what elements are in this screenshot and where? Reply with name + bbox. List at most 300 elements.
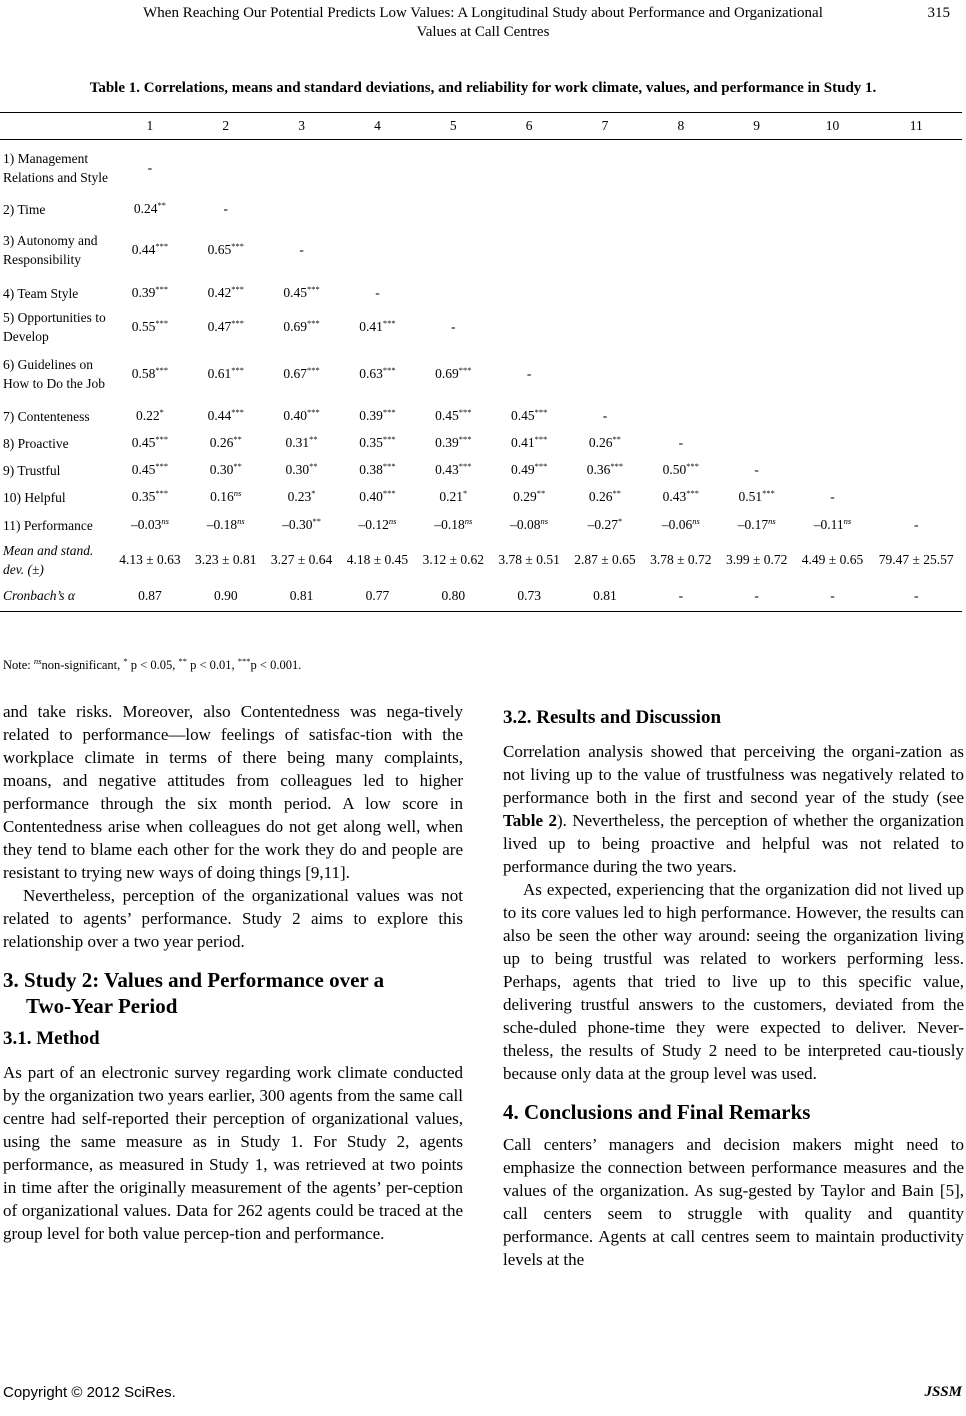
cell-value: –0.03: [130, 517, 162, 532]
significance-mark: ns: [540, 516, 549, 526]
table-cell: [340, 540, 416, 581]
cell-value: 0.61: [207, 366, 232, 381]
table-cell: [491, 430, 567, 457]
table-cell: [415, 308, 491, 346]
table-cell: [188, 430, 264, 457]
cell-value: 0.50: [662, 462, 687, 477]
cell-value: 79.47 ± 25.57: [878, 552, 954, 567]
table-cell: [795, 511, 871, 540]
cell-value: 0.58: [131, 366, 156, 381]
table-cell: [643, 346, 719, 403]
table-row: [0, 581, 962, 612]
table-cell: [491, 403, 567, 430]
cell-value: -: [754, 587, 759, 603]
cell-value: 0.90: [213, 587, 238, 603]
cell-value: 0.45: [283, 285, 308, 300]
table-cell: [264, 484, 340, 511]
cell-value: -: [678, 435, 684, 450]
significance-mark: ***: [155, 365, 169, 375]
cell-value: –0.12: [358, 517, 389, 532]
column-header: 10: [795, 113, 871, 140]
significance-mark: ***: [382, 434, 396, 444]
significance-mark: ***: [155, 317, 169, 328]
table-cell: [719, 511, 795, 540]
cell-value: 0.36: [586, 462, 611, 477]
table-cell: [264, 346, 340, 403]
significance-mark: *: [159, 407, 164, 417]
cell-value: 0.29: [513, 489, 537, 504]
cell-value: -: [299, 242, 304, 257]
column-header: 6: [491, 113, 567, 140]
table-cell: [188, 140, 264, 197]
table-cell: [719, 457, 795, 484]
cell-value: 0.26: [588, 489, 613, 504]
cell-value: 0.49: [510, 462, 535, 477]
significance-mark: ***: [231, 317, 244, 328]
cell-value: -: [678, 587, 684, 603]
cell-value: 3.23 ± 0.81: [195, 552, 257, 567]
table-cell: [795, 540, 871, 581]
cell-value: 3.12 ± 0.62: [422, 552, 484, 567]
cell-value: 0.35: [359, 435, 383, 450]
note-prefix: Note:: [3, 658, 34, 672]
table-cell: [112, 308, 188, 346]
paragraph: As part of an electronic survey regarding work climate conducted by the organization two years earlier, 300 agents from the same call centre had self-reported their perception of organizational values, using the same measure as in Study 1. For Study 2, agents performance, as measured in Study 1, was retrieved at two points in time after the originally measurement of the agents’ per-ception of organizational values. Data for 262 agents could be traced at the group level for both value percep-tion and performance.: [3, 1063, 463, 1243]
significance-mark: ***: [231, 407, 244, 417]
table-cell: [567, 197, 643, 222]
table-cell: [870, 279, 962, 308]
note-ns-mark: ns: [33, 656, 42, 666]
note-ns-text: non-significant,: [41, 658, 124, 672]
table-cell: [415, 430, 491, 457]
table-cell: [719, 430, 795, 457]
cell-value: –0.27: [587, 517, 619, 532]
cell-value: 0.80: [441, 587, 466, 603]
table-cell: [567, 279, 643, 308]
cell-value: –0.06: [661, 517, 693, 532]
table-cell: [491, 511, 567, 540]
table-reference-link[interactable]: Table 2: [503, 811, 557, 830]
significance-mark: ***: [458, 365, 472, 375]
cell-value: 0.87: [138, 587, 162, 603]
table-cell: [567, 308, 643, 346]
table-cell: [340, 484, 416, 511]
table-cell: [188, 484, 264, 511]
significance-mark: ns: [768, 516, 776, 526]
significance-mark: ***: [307, 407, 320, 417]
note-sig2: **: [178, 656, 187, 666]
cell-value: 0.35: [131, 489, 156, 504]
cell-value: 0.42: [207, 285, 232, 300]
cell-value: 0.30: [209, 462, 234, 477]
row-label: 9) Trustful: [3, 462, 61, 478]
table-cell: [795, 279, 871, 308]
cell-value: -: [451, 318, 456, 334]
section-heading-conclusions: 4. Conclusions and Final Remarks: [503, 1100, 811, 1124]
table-cell: [112, 346, 188, 403]
row-label: 3) Autonomy and Responsibility: [3, 233, 98, 267]
table-cell: [340, 346, 416, 403]
table-cell: [188, 222, 264, 279]
note-t3: p < 0.001.: [250, 658, 302, 672]
cell-value: -: [602, 408, 608, 423]
table-cell: [491, 308, 567, 346]
table-cell: [264, 279, 340, 308]
table-cell: [188, 511, 264, 540]
table-row: [0, 222, 962, 279]
page-number: 315: [927, 5, 950, 21]
column-header: 3: [264, 113, 340, 140]
row-label: 2) Time: [3, 201, 46, 217]
cell-value: 0.39: [131, 285, 156, 300]
column-header: 9: [719, 113, 795, 140]
note-sig1: *: [123, 656, 128, 666]
significance-mark: ***: [231, 365, 244, 375]
cell-value: 0.22: [135, 408, 160, 423]
significance-mark: ***: [686, 461, 700, 471]
table-row: [0, 346, 962, 403]
significance-mark: ns: [464, 516, 473, 526]
table-cell: [643, 308, 719, 346]
cell-value: 0.31: [285, 435, 310, 450]
row-label: 7) Contenteness: [3, 408, 90, 424]
table-cell: [870, 346, 962, 403]
table-cell: [340, 222, 416, 279]
row-label: 11) Performance: [3, 517, 93, 533]
table-cell: [264, 140, 340, 197]
paragraph: Nevertheless, perception of the organizational values was not related to agents’ performance. Study 2 aims to explore this relationship over a two year period.: [3, 886, 463, 951]
row-label: Cronbach’s α: [0, 581, 112, 612]
table-cell: [415, 403, 491, 430]
cell-value: 0.45: [510, 408, 535, 423]
significance-mark: ns: [692, 516, 700, 526]
cell-value: 0.44: [131, 242, 156, 257]
table-cell: [719, 346, 795, 403]
significance-mark: ns: [237, 516, 245, 526]
running-header: [0, 4, 966, 42]
cell-value: -: [830, 489, 835, 504]
significance-mark: ns: [843, 516, 852, 526]
table-cell: [340, 511, 416, 540]
paragraph: [503, 740, 964, 878]
table-cell: [643, 540, 719, 581]
running-title-line1: When Reaching Our Potential Predicts Low Values: A Longitudinal Study about Performance and Organizational: [143, 5, 823, 21]
table-cell: [112, 457, 188, 484]
significance-mark: ***: [155, 284, 169, 294]
table-cell: [415, 581, 491, 612]
table-cell: [491, 222, 567, 279]
cell-value: –0.17: [737, 517, 769, 532]
table-cell: [415, 540, 491, 581]
table-cell: [112, 511, 188, 540]
table-cell: [870, 540, 962, 581]
cell-value: -: [754, 462, 759, 477]
significance-mark: *: [618, 516, 623, 526]
table-row: [0, 457, 962, 484]
significance-mark: **: [612, 488, 622, 498]
table-cell: [643, 197, 719, 222]
text-span: Correlation analysis showed that perceiving the organi-zation as not living up to the value of trustfulness was negatively related to performance both in the first and second year of the study (see: [503, 742, 964, 807]
table-cell: [340, 403, 416, 430]
table-cell: [264, 540, 340, 581]
paragraph: As expected, experiencing that the organization did not lived up to its core values led to high performance. However, the results can also be seen the other way around: seeing the organization living up to being trustful was related to workers performing less. Perhaps, agents that tried to live up to this specific value, delivering trustful answers to the customers, deviated from the sche-duled phone-time they were expected to deliver. Never-theless, the results of Study 2 need to be interpreted cau-tiously because only data at the group level was used.: [503, 880, 964, 1083]
significance-mark: ***: [458, 407, 472, 417]
note-t1: p < 0.05,: [127, 658, 179, 672]
table-cell: [567, 484, 643, 511]
cell-value: –0.18: [206, 517, 238, 532]
table-cell: [795, 430, 871, 457]
significance-mark: ***: [382, 317, 396, 328]
column-header: 2: [188, 113, 264, 140]
note-t2: p < 0.01,: [186, 658, 238, 672]
significance-mark: **: [157, 200, 166, 210]
table-row: [0, 308, 962, 346]
table-cell: [719, 197, 795, 222]
table-cell: [870, 511, 962, 540]
cell-value: 0.24: [133, 201, 158, 216]
significance-mark: ***: [534, 461, 548, 471]
cell-value: 0.63: [359, 366, 383, 381]
table-cell: [188, 457, 264, 484]
significance-mark: ***: [686, 488, 700, 498]
cell-value: -: [147, 160, 153, 176]
table-cell: [188, 279, 264, 308]
table-row: [0, 197, 962, 222]
table-cell: [795, 581, 871, 612]
cell-value: 0.51: [738, 489, 763, 504]
table-cell: [795, 222, 871, 279]
table-cell: [567, 457, 643, 484]
cell-value: 3.78 ± 0.51: [498, 552, 560, 567]
table-cell: [870, 308, 962, 346]
significance-mark: ***: [307, 365, 320, 375]
cell-value: 0.55: [131, 318, 156, 334]
row-label: 8) Proactive: [3, 435, 69, 451]
table-cell: [567, 511, 643, 540]
table-cell: [415, 197, 491, 222]
significance-mark: ***: [307, 317, 320, 328]
table-note: [3, 658, 301, 673]
column-header: 1: [112, 113, 188, 140]
cell-value: 0.26: [588, 435, 613, 450]
table-cell: [567, 403, 643, 430]
table-cell: [643, 581, 719, 612]
paragraph: Call centers’ managers and decision makers might need to emphasize the connection between performance measures and the values of the organization. As sug-gested by Taylor and Bain [5], call centers seem to struggle with quality and quantity performance. Agents at call centres seem to maintain productivity levels at the: [503, 1135, 964, 1269]
table-cell: [188, 403, 264, 430]
significance-mark: ***: [534, 407, 548, 417]
table-cell: [567, 140, 643, 197]
table-cell: [719, 308, 795, 346]
row-label: 10) Helpful: [3, 489, 66, 505]
table-cell: [719, 222, 795, 279]
right-column: [503, 698, 964, 1271]
table-cell: [719, 581, 795, 612]
heading-line: 3. Study 2: Values and Performance over a: [3, 968, 385, 992]
cell-value: 0.39: [359, 408, 383, 423]
row-label: Mean and stand. dev. (±): [3, 543, 94, 577]
table-cell: [188, 197, 264, 222]
table-cell: [643, 430, 719, 457]
table-cell: [415, 484, 491, 511]
note-sig3: ***: [237, 656, 251, 666]
significance-mark: ***: [382, 461, 396, 471]
cell-value: 0.65: [207, 242, 232, 257]
significance-mark: ***: [382, 488, 396, 498]
cell-value: 0.47: [207, 318, 232, 334]
cell-value: 0.23: [287, 489, 312, 504]
table-cell: [340, 581, 416, 612]
significance-mark: **: [309, 461, 318, 471]
cell-value: 0.73: [517, 587, 541, 603]
cell-value: 3.27 ± 0.64: [270, 552, 333, 567]
table-cell: [491, 197, 567, 222]
section-heading-study2: [3, 967, 463, 1019]
column-header: 4: [340, 113, 416, 140]
table-cell: [870, 403, 962, 430]
table-cell: [188, 540, 264, 581]
table-cell: [340, 140, 416, 197]
significance-mark: ***: [307, 284, 320, 294]
cell-value: 3.78 ± 0.72: [650, 552, 712, 567]
significance-mark: **: [233, 461, 242, 471]
table-cell: [870, 222, 962, 279]
significance-mark: ***: [155, 488, 169, 498]
table-row: [0, 403, 962, 430]
table-cell: [264, 197, 340, 222]
cell-value: –0.18: [434, 517, 465, 532]
cell-value: 2.87 ± 0.65: [574, 552, 636, 567]
significance-mark: ***: [458, 461, 472, 471]
table-cell: [491, 346, 567, 403]
column-header: [0, 113, 112, 140]
table-cell: [795, 140, 871, 197]
row-label: 5) Opportunities to Develop: [3, 309, 106, 344]
table-cell: [112, 430, 188, 457]
copyright: Copyright © 2012 SciRes.: [3, 1384, 176, 1401]
cell-value: 0.45: [131, 435, 156, 450]
table-cell: [112, 279, 188, 308]
table-cell: [264, 581, 340, 612]
significance-mark: ***: [155, 461, 169, 471]
table-row: [0, 279, 962, 308]
cell-value: 0.39: [435, 435, 459, 450]
table-cell: [643, 484, 719, 511]
table-cell: [719, 403, 795, 430]
table-row: [0, 511, 962, 540]
column-header: 7: [567, 113, 643, 140]
table-cell: [491, 279, 567, 308]
table-cell: [870, 581, 962, 612]
table-cell: [415, 140, 491, 197]
table-cell: [112, 484, 188, 511]
cell-value: 0.40: [359, 489, 383, 504]
table-cell: [188, 581, 264, 612]
table-cell: [188, 346, 264, 403]
significance-mark: ns: [388, 516, 397, 526]
cell-value: –0.30: [282, 517, 313, 532]
table-cell: [264, 222, 340, 279]
table-cell: [112, 581, 188, 612]
cell-value: 0.44: [207, 408, 232, 423]
table-row: [0, 430, 962, 457]
table-cell: [415, 279, 491, 308]
column-header: 11: [870, 113, 962, 140]
table-cell: [795, 403, 871, 430]
table-cell: [567, 540, 643, 581]
table-cell: [567, 222, 643, 279]
cell-value: 0.69: [435, 366, 459, 381]
cell-value: -: [913, 587, 919, 603]
cell-value: 0.43: [435, 462, 459, 477]
table-cell: [870, 140, 962, 197]
table-cell: [567, 346, 643, 403]
correlation-table: [0, 112, 962, 612]
cell-value: 0.81: [593, 587, 617, 603]
table-cell: [340, 430, 416, 457]
cell-value: 0.45: [131, 462, 156, 477]
significance-mark: ns: [161, 516, 169, 526]
significance-mark: ***: [382, 407, 396, 417]
table-body: [0, 140, 962, 612]
cell-value: 0.30: [285, 462, 310, 477]
cell-value: 0.40: [283, 408, 308, 423]
cell-value: 0.21: [439, 489, 463, 504]
cell-value: –0.08: [510, 517, 541, 532]
significance-mark: *: [462, 488, 468, 498]
significance-mark: *: [311, 488, 316, 498]
table-cell: [415, 222, 491, 279]
heading-line: Two-Year Period: [26, 994, 178, 1018]
table-cell: [643, 457, 719, 484]
text-span: ). Nevertheless, the perception of whether the organization lived up to being proactive and helpful was not related to performance during the two years.: [503, 811, 964, 876]
table-cell: [567, 430, 643, 457]
significance-mark: **: [233, 434, 242, 444]
table-cell: [264, 511, 340, 540]
table-cell: [567, 581, 643, 612]
significance-mark: ***: [610, 461, 624, 471]
table-cell: [643, 140, 719, 197]
table-cell: [795, 457, 871, 484]
cell-value: 0.16: [210, 489, 234, 504]
cell-value: 0.43: [662, 489, 687, 504]
subsection-heading-method: 3.1. Method: [3, 1028, 100, 1049]
cell-value: 0.41: [359, 318, 383, 334]
significance-mark: ***: [762, 488, 775, 498]
table-cell: [795, 346, 871, 403]
significance-mark: ***: [155, 434, 169, 444]
table-cell: [491, 484, 567, 511]
cell-value: -: [913, 517, 919, 532]
table-row: [0, 540, 962, 581]
table-header-row: [0, 113, 962, 140]
table-cell: [719, 540, 795, 581]
significance-mark: ***: [231, 241, 244, 251]
table-cell: [188, 308, 264, 346]
table-cell: [264, 457, 340, 484]
cell-value: 4.49 ± 0.65: [801, 552, 864, 567]
cell-value: 0.67: [283, 366, 308, 381]
cell-value: 0.45: [435, 408, 459, 423]
cell-value: -: [526, 366, 532, 381]
table-cell: [795, 484, 871, 511]
table-cell: [264, 308, 340, 346]
cell-value: 3.99 ± 0.72: [725, 552, 788, 567]
table-cell: [264, 403, 340, 430]
significance-mark: ***: [458, 434, 472, 444]
table-cell: [415, 457, 491, 484]
table-cell: [870, 430, 962, 457]
table-cell: [491, 540, 567, 581]
